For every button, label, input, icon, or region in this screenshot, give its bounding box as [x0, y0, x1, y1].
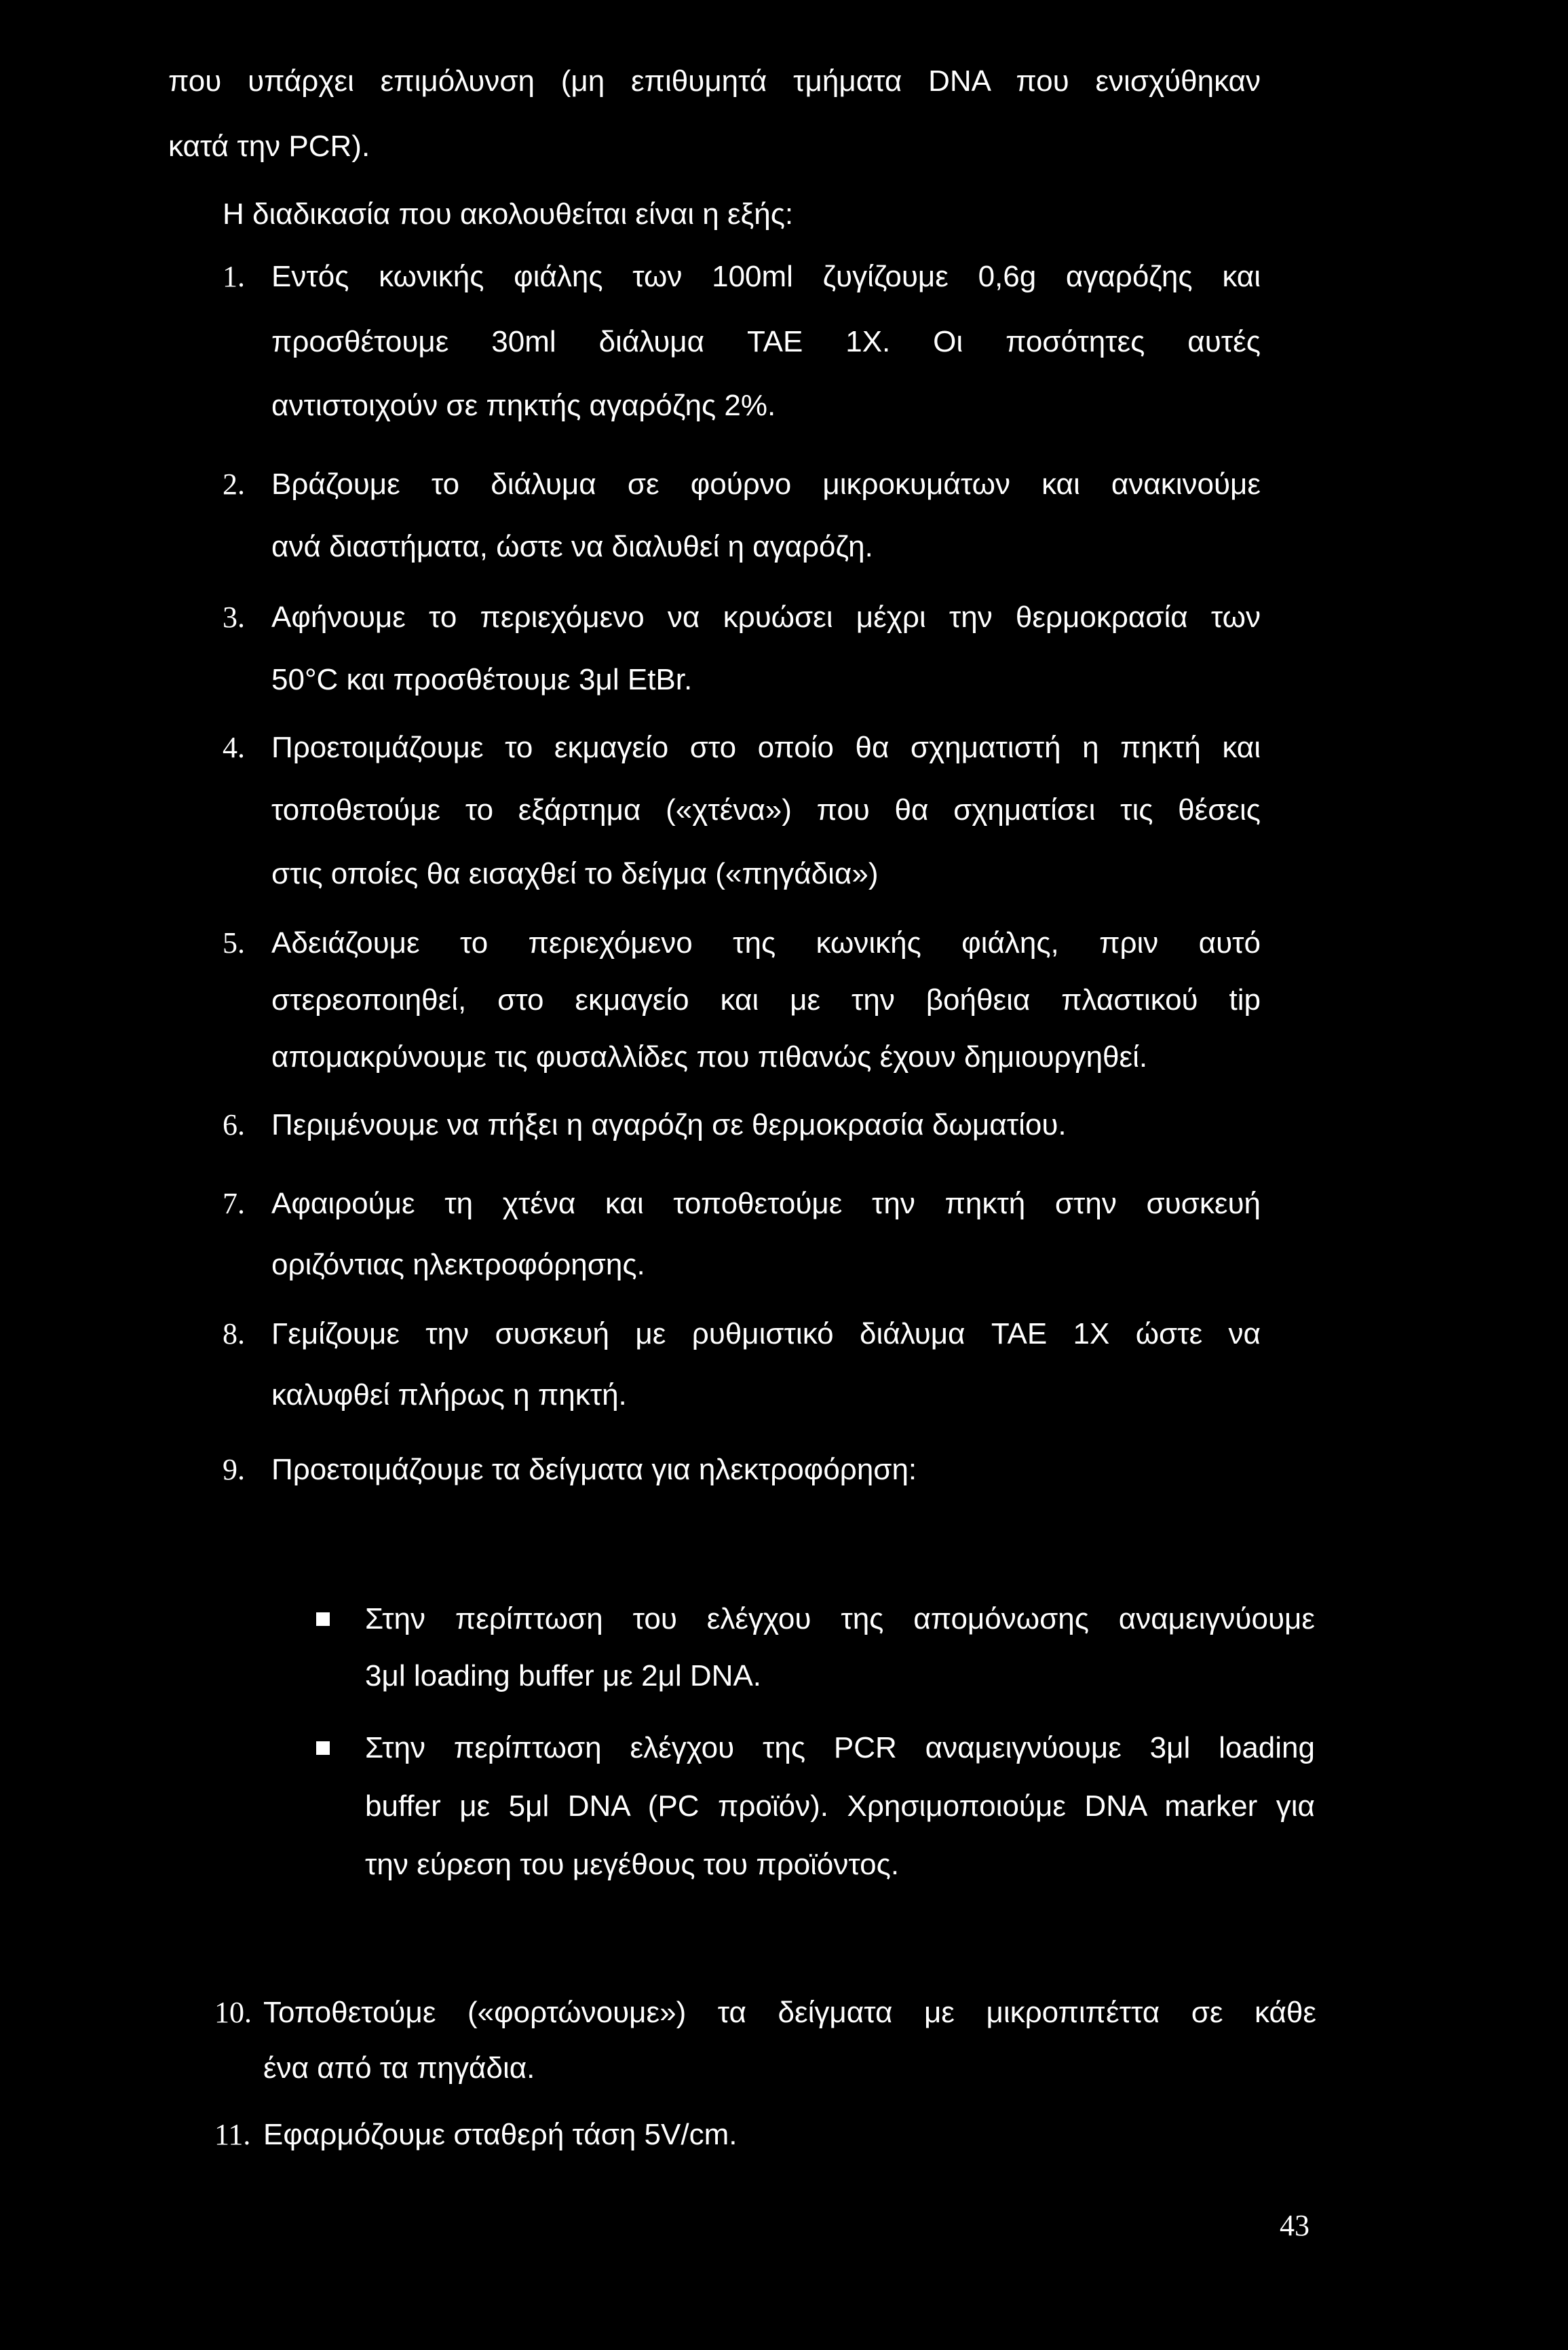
step-1-number: 1.: [223, 260, 245, 293]
bullet-1-line-2: 3μl loading buffer με 2μl DNA.: [365, 1659, 762, 1692]
step-3-line-1: Αφήνουμε το περιεχόμενο να κρυώσει μέχρι την θερμοκρασία των: [271, 601, 1261, 634]
bullet-2-line-2: buffer με 5μl DNA (PC προϊόν). Χρησιμοποιούμε DNA marker για: [365, 1789, 1315, 1823]
step-6-number: 6.: [223, 1108, 245, 1141]
step-5-line-3: απομακρύνουμε τις φυσαλλίδες που πιθανώς έχουν δημιουργηθεί.: [271, 1040, 1148, 1074]
bullet-2-line-1: Στην περίπτωση ελέγχου της PCR αναμειγνύουμε 3μl loading: [365, 1731, 1315, 1764]
step-5-number: 5.: [223, 926, 245, 960]
step-8-line-1: Γεμίζουμε την συσκευή με ρυθμιστικό διάλυμα TAE 1X ώστε να: [271, 1317, 1261, 1350]
step-6-line-1: Περιμένουμε να πήξει η αγαρόζη σε θερμοκρασία δωματίου.: [271, 1108, 1067, 1141]
step-9-number: 9.: [223, 1453, 245, 1486]
procedure-heading: Η διαδικασία που ακολουθείται είναι η εξής:: [223, 197, 794, 231]
step-2-number: 2.: [223, 468, 245, 501]
step-3-line-2: 50°C και προσθέτουμε 3μl EtBr.: [271, 663, 693, 696]
step-10-line-2: ένα από τα πηγάδια.: [263, 2051, 535, 2085]
step-9-line-1: Προετοιμάζουμε τα δείγματα για ηλεκτροφόρηση:: [271, 1453, 917, 1486]
step-2-line-2: ανά διαστήματα, ώστε να διαλυθεί η αγαρόζη.: [271, 530, 873, 563]
step-7-line-1: Αφαιρούμε τη χτένα και τοποθετούμε την πηκτή στην συσκευή: [271, 1187, 1261, 1220]
step-11-number: 11.: [214, 2118, 251, 2151]
step-10-number: 10.: [214, 1996, 252, 2029]
step-11-line-1: Εφαρμόζουμε σταθερή τάση 5V/cm.: [263, 2118, 738, 2151]
step-4-number: 4.: [223, 731, 245, 764]
step-10-line-1: Τοποθετούμε («φορτώνουμε») τα δείγματα με μικροπιπέττα σε κάθε: [263, 1996, 1316, 2029]
step-4-line-3: στις οποίες θα εισαχθεί το δείγμα («πηγάδια»): [271, 857, 879, 890]
step-1-line-2: προσθέτουμε 30ml διάλυμα TAE 1X. Οι ποσότητες αυτές: [271, 325, 1261, 358]
bullet-marker-2: [316, 1741, 330, 1755]
step-4-line-2: τοποθετούμε το εξάρτημα («χτένα») που θα σχηματίσει τις θέσεις: [271, 793, 1261, 827]
step-7-number: 7.: [223, 1187, 245, 1220]
step-7-line-2: οριζόντιας ηλεκτροφόρησης.: [271, 1248, 645, 1281]
page-number: 43: [1280, 2209, 1309, 2242]
bullet-2-line-3: την εύρεση του μεγέθους του προϊόντος.: [365, 1848, 900, 1881]
intro-line-2: κατά την PCR).: [168, 130, 370, 163]
step-3-number: 3.: [223, 601, 245, 634]
step-2-line-1: Βράζουμε το διάλυμα σε φούρνο μικροκυμάτων και ανακινούμε: [271, 468, 1261, 501]
step-4-line-1: Προετοιμάζουμε το εκμαγείο στο οποίο θα σχηματιστή η πηκτή και: [271, 731, 1261, 764]
step-8-number: 8.: [223, 1317, 245, 1350]
step-5-line-1: Αδειάζουμε το περιεχόμενο της κωνικής φιάλης, πριν αυτό: [271, 926, 1261, 960]
step-1-line-1: Εντός κωνικής φιάλης των 100ml ζυγίζουμε 0,6g αγαρόζης και: [271, 260, 1261, 293]
step-1-line-3: αντιστοιχούν σε πηκτής αγαρόζης 2%.: [271, 389, 776, 422]
bullet-1-line-1: Στην περίπτωση του ελέγχου της απομόνωσης αναμειγνύουμε: [365, 1602, 1315, 1635]
bullet-marker-1: [316, 1612, 330, 1626]
step-5-line-2: στερεοποιηθεί, στο εκμαγείο και με την βοήθεια πλαστικού tip: [271, 983, 1261, 1017]
intro-line-1: που υπάρχει επιμόλυνση (μη επιθυμητά τμήματα DNA που ενισχύθηκαν: [168, 64, 1261, 98]
step-8-line-2: καλυφθεί πλήρως η πηκτή.: [271, 1378, 627, 1411]
